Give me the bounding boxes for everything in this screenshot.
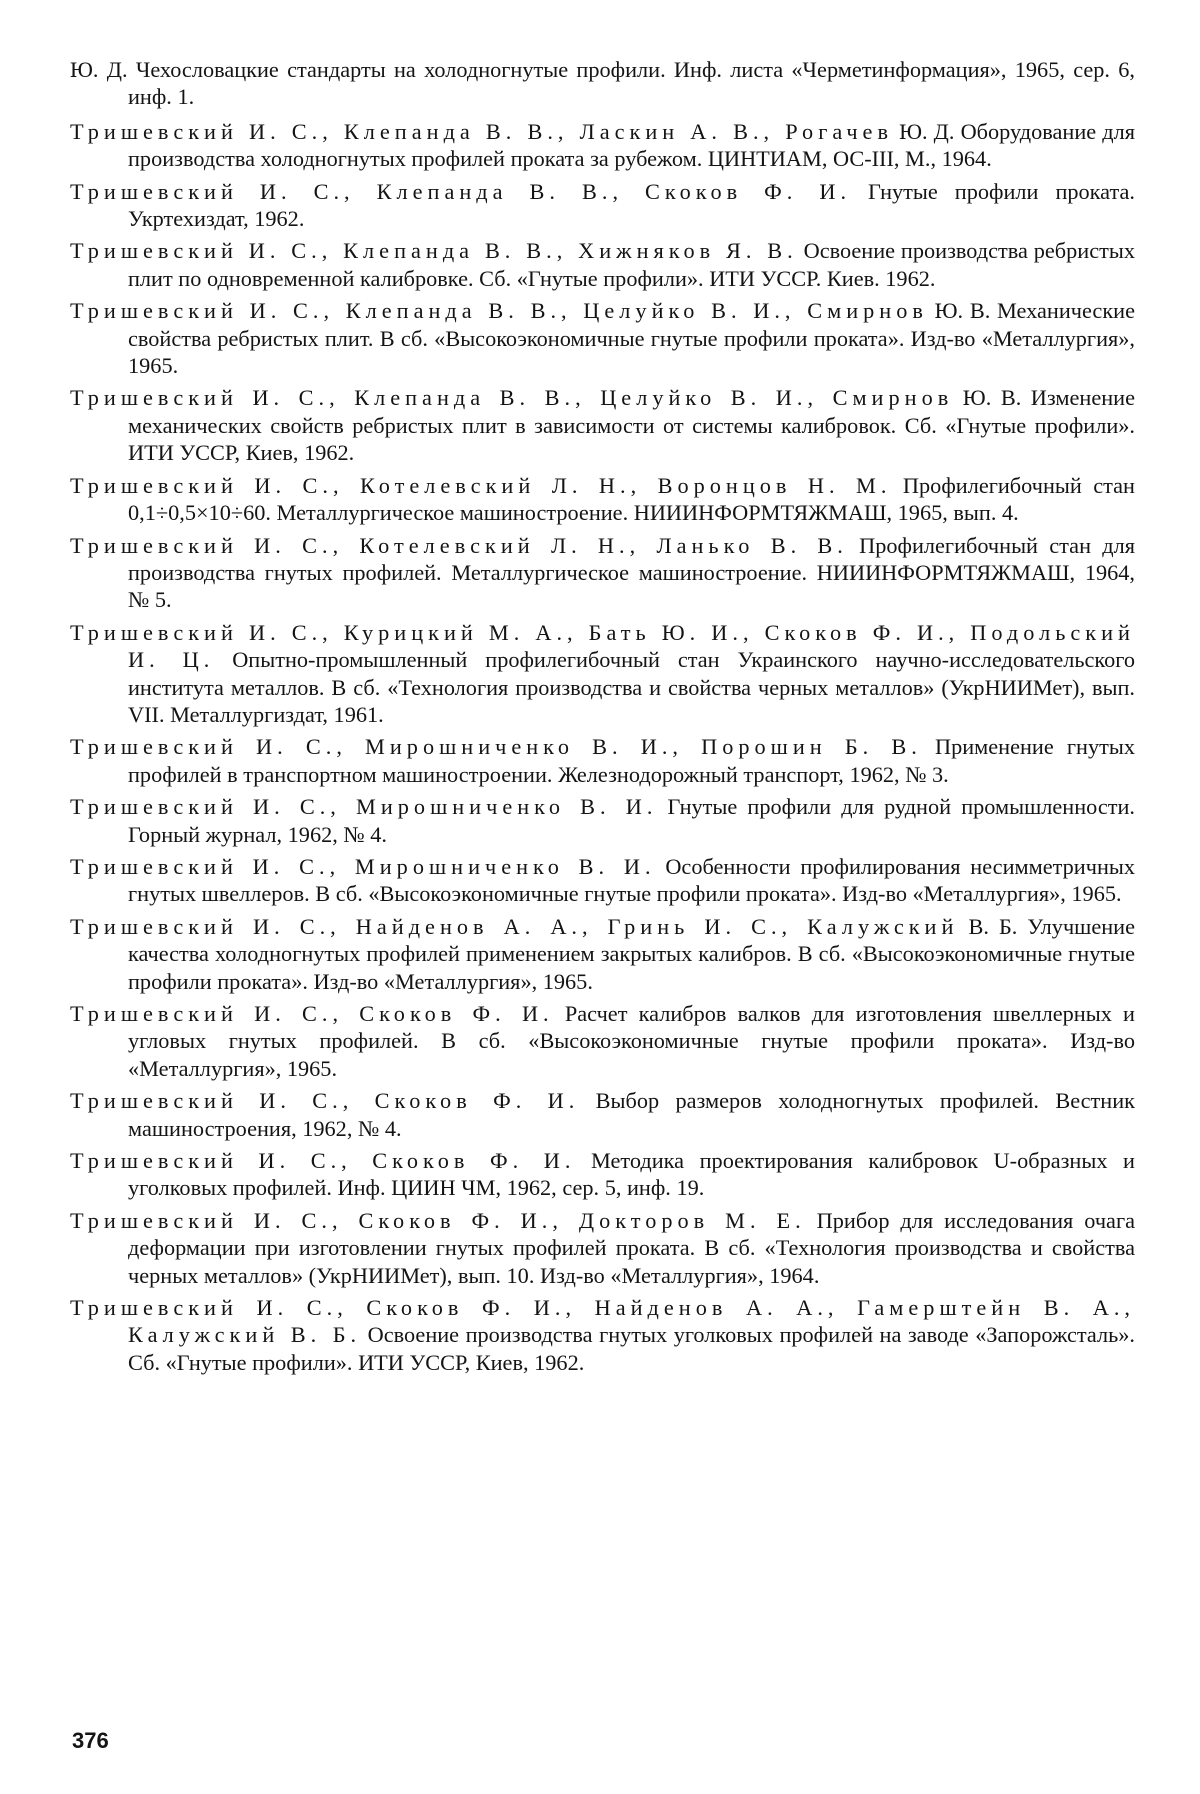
- reference-text: Освоение производства ребристых плит по одновременной калибровке. Сб. «Гнутые профили». ИТИ УССР. Киев. 1962.: [128, 238, 1135, 291]
- reference-entry: [70, 1294, 1135, 1376]
- reference-entry: [70, 793, 1135, 848]
- reference-authors: Тришевский И. С., Скоков Ф. И., Докторов М. Е.: [70, 1207, 806, 1233]
- reference-entry: [70, 56, 1135, 111]
- reference-authors: Тришевский И. С., Мирошниченко В. И.: [70, 853, 656, 879]
- reference-authors: Тришевский И. С., Курицкий М. А., Бать Ю. И., Скоков Ф. И., Подольский И. Ц.: [70, 619, 1135, 673]
- reference-text: Ю. Д. Чехословацкие стандарты на холодногнутые профили. Инф. листа «Черметинформация», 1965, сер. 6, инф. 1.: [70, 57, 1135, 110]
- reference-entry: [70, 384, 1135, 466]
- reference-authors: Тришевский И. С., Котелевский Л. Н., Воронцов Н. М.: [70, 472, 892, 498]
- reference-entry: [70, 853, 1135, 908]
- reference-authors: Тришевский И. С., Клепанда В. В., Скоков Ф. И.: [70, 178, 852, 204]
- reference-entry: [70, 178, 1135, 233]
- reference-entry: [70, 1207, 1135, 1289]
- reference-entry: [70, 118, 1135, 173]
- reference-entry: [70, 237, 1135, 292]
- reference-entry: [70, 1000, 1135, 1082]
- reference-authors: Тришевский И. С., Скоков Ф. И.: [70, 1001, 554, 1026]
- reference-authors: Тришевский И. С., Мирошниченко В. И.: [70, 794, 658, 820]
- reference-entry: [70, 297, 1135, 379]
- reference-text: Ю. В. Механические свойства ребристых плит. В сб. «Высокоэкономичные гнутые профили проката». Изд-во «Металлургия», 1965.: [128, 298, 1135, 379]
- reference-text: В. Б. Улучшение качества холодногнутых профилей применением закрытых калибров. В сб. «Высокоэкономичные гнутые профили проката». Изд-во «Металлургия», 1965.: [128, 913, 1135, 994]
- reference-entry: [70, 1147, 1135, 1202]
- reference-text: Выбор размеров холодногнутых профилей. Вестник машиностроения, 1962, № 4.: [128, 1088, 1135, 1141]
- reference-text: Ю. В. Изменение механических свойств ребристых плит в зависимости от системы калибровок. Сб. «Гнутые профили». ИТИ УССР, Киев, 1962.: [128, 385, 1135, 466]
- reference-entry: [70, 619, 1135, 729]
- reference-authors: Тришевский И. С., Клепанда В. В., Хижняков Я. В.: [70, 238, 798, 264]
- reference-text: Профилегибочный стан 0,1÷0,5×10÷60. Металлургическое машиностроение. НИИИНФОРМТЯЖМАШ, 1965, вып. 4.: [128, 472, 1135, 526]
- reference-entry: [70, 913, 1135, 995]
- reference-text: Освоение производства гнутых уголковых профилей на заводе «Запорожсталь». Сб. «Гнутые профили». ИТИ УССР, Киев, 1962.: [128, 1322, 1135, 1375]
- page-number: 376: [72, 1728, 109, 1753]
- reference-authors: Тришевский И. С., Котелевский Л. Н., Ланько В. В.: [70, 532, 848, 558]
- reference-entry: [70, 472, 1135, 527]
- reference-text: Прибор для исследования очага деформации при изготовлении гнутых профилей проката. В сб. «Технология производства и свойства черных металлов» (УкрНИИМет), вып. 10. Изд-во «Металлургия», 1964.: [128, 1207, 1135, 1288]
- reference-authors: Тришевский И. С., Клепанда В. В., Целуйко В. И., Смирнов: [70, 385, 954, 411]
- reference-authors: Тришевский И. С., Скоков Ф. И.: [70, 1088, 580, 1114]
- reference-text: Профилегибочный стан для производства гнутых профилей. Металлургическое машиностроение. НИИИНФОРМТЯЖМАШ, 1964, № 5.: [128, 532, 1135, 613]
- reference-authors: Тришевский И. С., Скоков Ф. И.: [70, 1148, 576, 1174]
- reference-entry: [70, 733, 1135, 788]
- reference-text: Гнутые профили проката. Укртехиздат, 1962.: [128, 178, 1135, 232]
- reference-list: [70, 56, 1135, 1381]
- reference-authors: Тришевский И. С., Клепанда В. В., Целуйко В. И., Смирнов: [70, 298, 928, 324]
- reference-authors: Тришевский И. С., Клепанда В. В., Ласкин А. В., Рогачев: [70, 118, 893, 144]
- reference-text: Методика проектирования калибровок U-образных и уголковых профилей. Инф. ЦИИН ЧМ, 1962, сер. 5, инф. 19.: [128, 1148, 1135, 1201]
- reference-authors: Тришевский И. С., Найденов А. А., Гринь И. С., Калужский: [70, 913, 959, 939]
- reference-authors: Тришевский И. С., Мирошниченко В. И., Порошин Б. В.: [70, 734, 922, 760]
- reference-text: Ю. Д. Оборудование для производства холодногнутых профилей проката за рубежом. ЦИНТИАМ, ОС-III, М., 1964.: [128, 118, 1135, 172]
- reference-text: Опытно-промышленный профилегибочный стан Украинского научно-исследовательского института металлов. В сб. «Технология производства и свойства черных металлов» (УкрНИИМет), вып. VII. Металлургиздат, 1961.: [128, 647, 1135, 727]
- reference-entry: [70, 532, 1135, 614]
- reference-text: Применение гнутых профилей в транспортном машиностроении. Железнодорожный транспорт, 1962, № 3.: [128, 734, 1136, 787]
- reference-text: Расчет калибров валков для изготовления швеллерных и угловых гнутых профилей. В сб. «Высокоэкономичные гнутые профили проката». Изд-во «Металлургия», 1965.: [128, 1001, 1135, 1081]
- reference-authors: Тришевский И. С., Скоков Ф. И., Найденов А. А., Гамерштейн В. А., Калужский В. Б.: [70, 1295, 1135, 1348]
- reference-text: Гнутые профили для рудной промышленности. Горный журнал, 1962, № 4.: [128, 794, 1135, 847]
- reference-text: Особенности профилирования несимметричных гнутых швеллеров. В сб. «Высокоэкономичные гнутые профили проката». Изд-во «Металлургия», 1965.: [128, 853, 1136, 907]
- reference-entry: [70, 1087, 1135, 1142]
